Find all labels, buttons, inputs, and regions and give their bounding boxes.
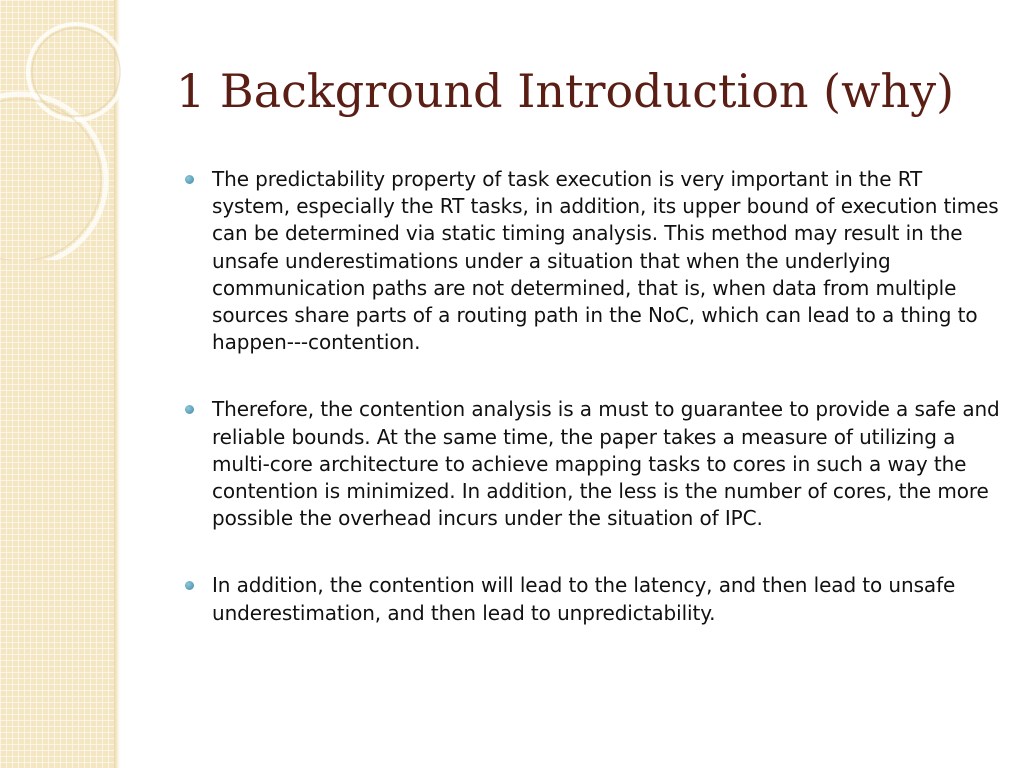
bullet-list (212, 166, 1002, 627)
bullet-text: The predictability property of task execution is very important in the RT system, especially the RT tasks, in addition, its upper bound of execution times can be determined via static timing analysis. This method may result in the unsafe underestimations under a situation that when the underlying communication paths are not determined, that is, when data from multiple sources share parts of a routing path in the NoC, which can lead to a thing to happen---contention. (212, 167, 999, 355)
bullet-text: Therefore, the contention analysis is a must to guarantee to provide a safe and reliable bounds. At the same time, the paper takes a measure of utilizing a multi-core architecture to achieve mapping tasks to cores in such a way the contention is minimized. In addition, the less is the number of cores, the more possible the overhead incurs under the situation of IPC. (212, 397, 1000, 531)
slide-title: 1 Background Introduction (why) (176, 64, 955, 118)
bullet-item (212, 166, 1002, 356)
bullet-dot-icon (185, 581, 194, 590)
decorative-side-panel (0, 0, 114, 768)
bullet-item (212, 396, 1002, 532)
bullet-item (212, 572, 1002, 626)
side-panel-edge (114, 0, 120, 768)
bullet-dot-icon (185, 405, 194, 414)
bullet-text: In addition, the contention will lead to the latency, and then lead to unsafe underestimation, and then lead to unpredictability. (212, 573, 956, 625)
bullet-dot-icon (185, 175, 194, 184)
